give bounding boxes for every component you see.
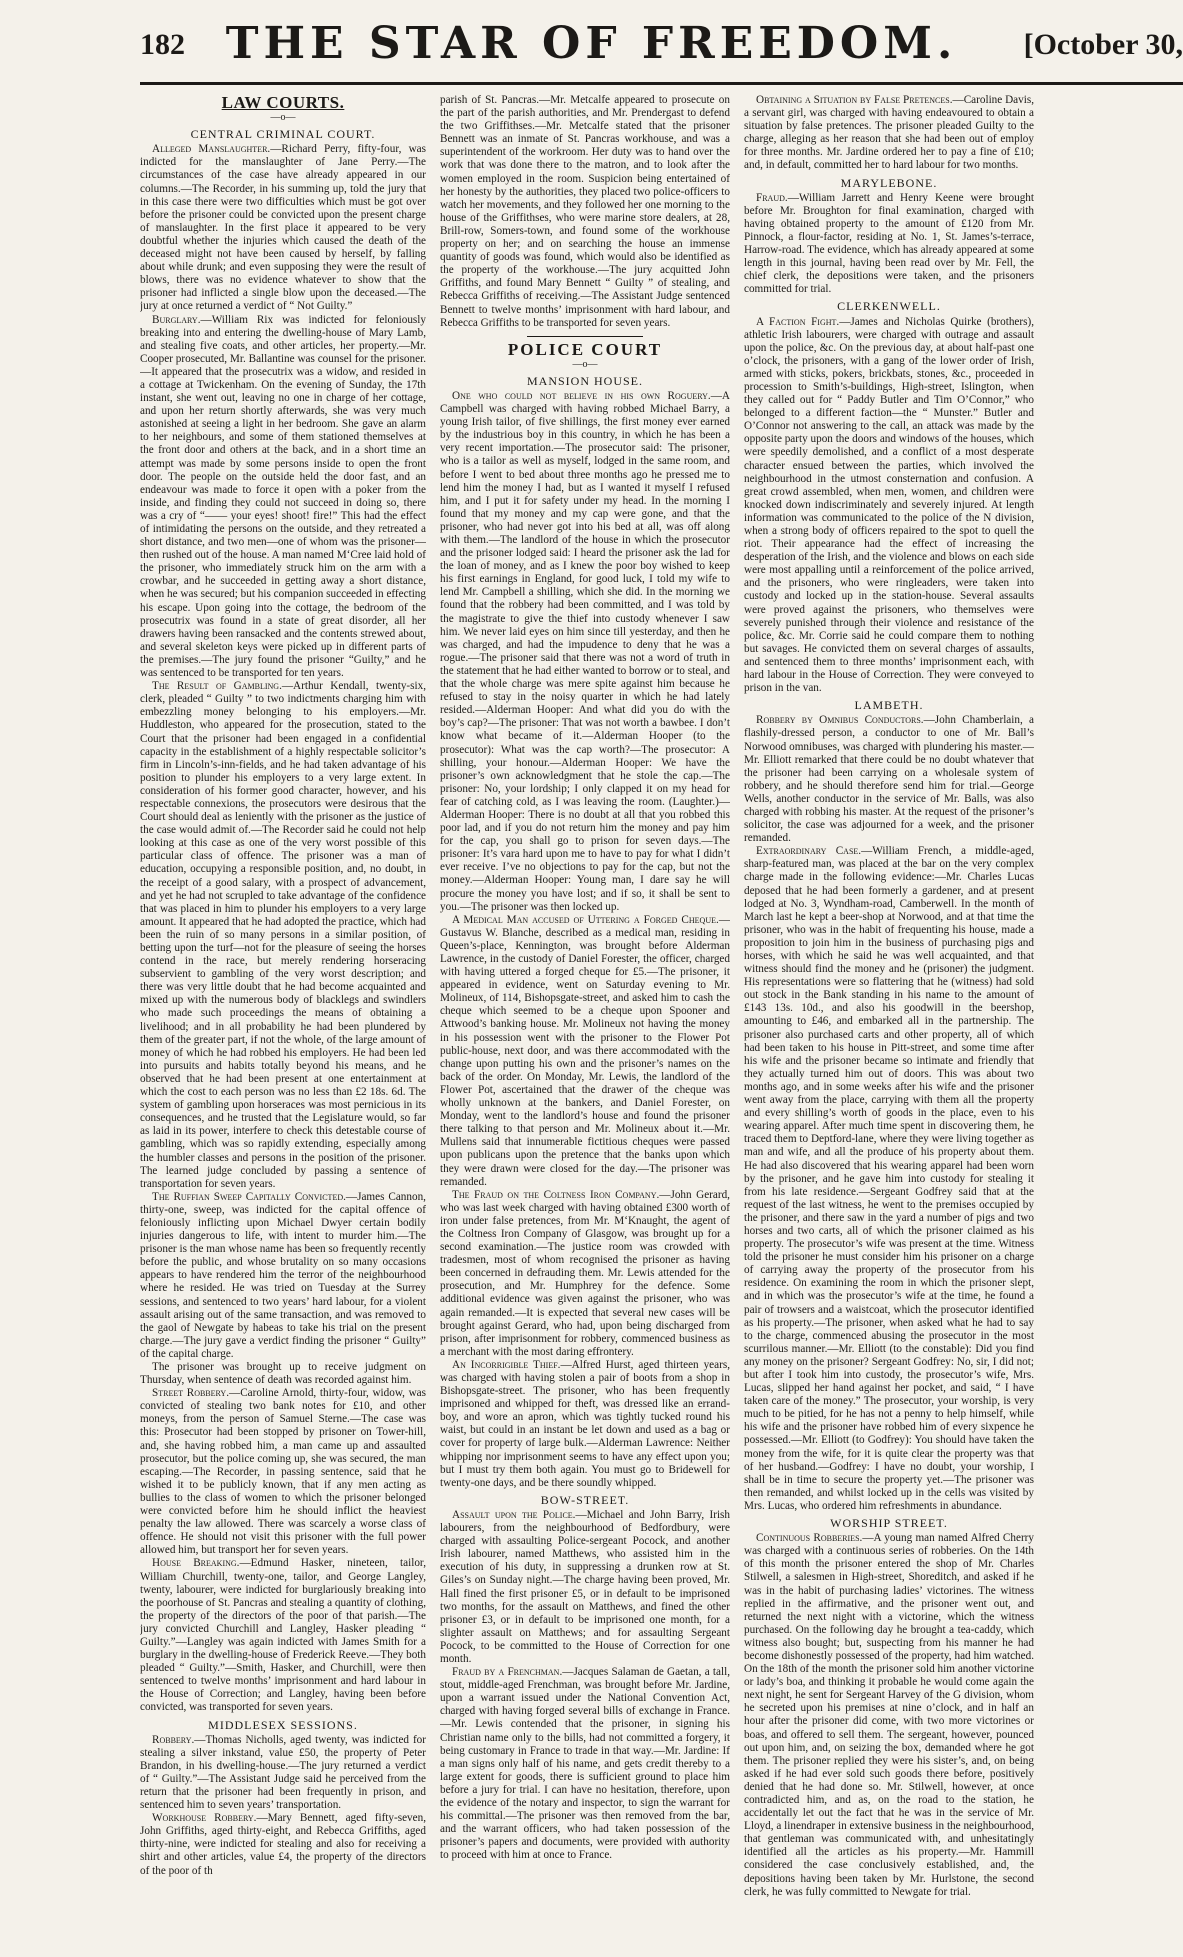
article: [744, 845, 1034, 1513]
article: [440, 914, 730, 1189]
article-body: —Mary Bennett, aged fifty-seven, John Griffiths, aged thirty-eight, and Rebecca Griffiths, aged thirty-nine, were indicted for stealing and also for receiving a shirt and other articles, value £4, the property of the directors of the poor of th: [140, 1812, 426, 1877]
ornament: —o—: [572, 358, 598, 370]
divider: [527, 336, 643, 337]
article-lede: A Faction Fight.: [756, 315, 840, 328]
article: [744, 1532, 1034, 1899]
article-body: parish of St. Pancras.—Mr. Metcalfe appeared to prosecute on the part of the parish authorities, and Mr. Prendergast to defend the two Griffithses.—Mr. Metcalfe stated that the prisoner Bennett was an inmate of St. Pancras workhouse, and was a superintendent of the workroom. Her duty was to hand over the work that was done there to the matron, and to look after the women employed in the room. Suspicion being entertained of her honesty by the authorities, they placed two police-officers to watch her movements, and they followed her one morning to the house of the Griffithses, who were marine store dealers, at 28, Brill-row, Somers-town, and found some of the workhouse property on her; and on searching the house an immense quantity of goods was found, which would also be identified as the property of the workhouse.—The jury acquitted John Griffiths, and found Mary Bennett “ Guilty ” of stealing, and Rebecca Griffiths of receiving.—The Assistant Judge sentenced Bennett to twelve months’ imprisonment with hard labour, and Rebecca Griffiths to be transported for seven years.: [440, 94, 730, 329]
subheading-central-criminal-court: CENTRAL CRIMINAL COURT.: [190, 127, 376, 142]
article: [140, 143, 426, 313]
article-body: —A young man named Alfred Cherry was charged with a continuous series of robberies. On the 14th of this month the prisoner entered the shop of Mr. Charles Stilwell, a salesmen in High-street, Shoreditch, and asked if he was in the habit of purchasing ladies’ victorines. The witness replied in the affirmative, and the prisoner went out, and returned the next night with a victorine, which the witness purchased. On the following day he brought a tea-caddy, which witness also bought; but, suspecting from his manner he had become dishonestly possessed of the property, had him watched. On the 18th of the month the prisoner sold him another victorine or lady’s boa, and thinking it probable he would come again the next night, he sent for Sergeant Harvey of the G division, whom he secreted upon his premises at nine o’clock, and in half an hour after the prisoner did come, with two more victorines or boas, and offered to sell them. The sergeant, however, pounced out upon him, and, on seizing the box, demanded where he got them. The prisoner replied they were his sister’s, and, on being asked if he had ever sold such goods there before, positively denied that he had done so. Mr. Stilwell, however, at once contradicted him, and as, on the road to the station, he accidentally let out the fact that he was in the service of Mr. Lloyd, a linendraper in extensive business in the neighbourhood, that gentleman was communicated with, and unhesitatingly identified all the articles as his property.—Mr. Hammill considered the case conclusively established, and, the depositions having been taken by Mr. Hurlstone, the second clerk, he was fully committed to Newgate for trial.: [744, 1532, 1034, 1898]
article-lede: The Result of Gambling.: [152, 680, 282, 693]
column-4-edge: [1048, 94, 1183, 1949]
article-lede: Burglary.: [152, 313, 201, 326]
article-body: —Thomas Nicholls, aged twenty, was indicted for stealing a silver inkstand, value £50, the property of Peter Brandon, in his dwelling-house.—The jury returned a verdict of “ Guilty.”—The Assistant Judge said he perceived from the return that the prisoner had been frequently in prison, and sentenced him to seven years’ transportation.: [140, 1733, 426, 1812]
ornament: —o—: [270, 112, 296, 124]
article-body: —A Campbell was charged with having robbed Michael Barry, a young Irish tailor, of five shillings, the first money ever earned by the industrious boy in this country, in which he has been a very recent importation.—The prosecutor said: The prisoner, who is a tailor as well as myself, lodged in the same room, and before I went to bed about three months ago he pressed me to lend him the money I had, but as I wanted it myself I refused him, and I put it for safety under my head. In the morning I found that my money and my cap were gone, and that the prisoner, who had never got into his bed at all, was off along with them.—The landlord of the house in which the prosecutor and the prisoner lodged said: I heard the prisoner ask the lad for the loan of money, and as I knew the poor boy wished to keep his first earnings in England, for good luck, I told my wife to lend Mr. Campbell a shilling, which she did. In the morning we found that the robbery had been committed, and I was told by the magistrate to give the thief into custody whenever I saw him. We never laid eyes on him since till yesterday, and then he was charged, and had the impudence to deny that he was a rogue.—The prisoner said that there was not a word of truth in the statement that he had either wanted to borrow or to steal, and that the whole charge was mere spite against him because he refused to stay in the noisy quarter in which he had lately resided.—Alderman Hooper: And what did you do with the boy’s cap?—The prisoner: That was not worth a bawbee. I don’t know what became of it.—Alderman Hooper (to the prosecutor): What was the cap worth?—The prosecutor: A shilling, your honour.—Alderman Hooper: We have the prisoner’s own acknowledgment that he stole the cap.—The prisoner: No, your lordship; I only clapped it on my head for fear of catching cold, as I was leaving the room. (Laughter.)—Alderman Hooper: There is no doubt at all that you robbed this poor lad, and if you do not return him the money and pay him for the cap, you shall go to prison for seven days.—The prisoner: It’s vara hard upon me to have to pay for what I didn’t ever receive. I’ve no objections to pay for the cap, but not the money.—Alderman Hooper: Young man, I dare say he will procure the money you have lost; and if so, it shall be sent to you.—The prisoner was then locked up.: [440, 389, 730, 913]
article-body: —Richard Perry, fifty-four, was indicted for the manslaughter of Jane Perry.—The circumstances of the case have already appeared in our columns.—The Recorder, in his summing up, told the jury that in this case there were two difficulties which must be got over before the prisoner could be convicted upon the present charge of manslaughter. In the first place it appeared to be very doubtful whether the injuries which caused the death of the deceased might not have been caused by herself, by falling about while drunk; and even supposing they were the result of blows, there was no evidence whatever to show that the prisoner had inflicted a single blow upon the deceased.—The jury at once returned a verdict of “ Not Guilty.”: [140, 143, 426, 313]
column-1: [140, 94, 426, 1949]
article-body: —Edmund Hasker, nineteen, tailor, William Churchill, twenty-one, tailor, and George Langley, twenty, labourer, were indicted for burglariously breaking into the poorhouse of St. Pancras and stealing a quantity of clothing, the property of the directors of the poor of that parish.—The jury convicted Churchill and Langley, Hasker pleading “ Guilty.”—Langley was again indicted with James Smith for a burglary in the dwelling-house of Frederick Reeve.—They both pleaded “ Guilty.”—Smith, Hasker, and Churchill, were then sentenced to twelve months’ imprisonment and hard labour in the House of Correction; and Langley, having been before convicted, was transported for seven years.: [140, 1557, 426, 1714]
subheading-mansion-house: MANSION HOUSE.: [526, 373, 643, 388]
article: [140, 314, 426, 681]
subheading-marylebone: MARYLEBONE.: [840, 175, 938, 190]
subheading-lambeth: LAMBETH.: [854, 698, 924, 713]
article-lede: Extraordinary Case.: [756, 845, 862, 858]
article-lede: An Incorrigible Thief.: [452, 1358, 561, 1371]
column-3: [744, 94, 1034, 1949]
article-body: —Michael and John Barry, Irish labourers, from the neighbourhood of Bedfordbury, were charged with assaulting Police-sergeant Pocock, and another Irish labourer, named Matthews, who assisted him in the execution of his duty, in suppressing a drunken row at St. Giles’s on Sunday night.—The charge having been proved, Mr. Hall fined the first prisoner £5, or in default to be imprisoned two months, for the assault on Matthews, and fined the other prisoner £3, or in default to be imprisoned one month, for a slighter assault on Matthews; and for assaulting Sergeant Pocock, to be committed to the House of Correction for one month.: [440, 1508, 730, 1665]
article-body: —Arthur Kendall, twenty-six, clerk, pleaded “ Guilty ” to two indictments charging him with embezzling money belonging to his employers.—Mr. Huddleston, who appeared for the prosecution, stated to the Court that the prisoner had been engaged in a confidential capacity in the establishment of a highly respectable solicitor’s firm in Lincoln’s-inn-fields, and he had taken advantage of his position to plunder his employers to a very large extent. In consideration of his former good character, however, and his respectable connexions, the prosecutors were desirous that the Court should deal as leniently with the prisoner as the justice of the case would admit of.—The Recorder said he could not help looking at this case as one of the very worst possible of this particular class of offence. The prisoner was a man of education, occupying a responsible position, and, no doubt, in the receipt of a good salary, with a prospect of advancement, and yet he had not scrupled to take advantage of the confidence that was placed in him to plunder his employers to a very large amount. It appeared that he had adopted the practice, which had been the ruin of so many persons in a similar position, of betting upon the turf—not for the pleasure of seeing the horses contend in the race, but merely rendering horseracing subservient to gambling of the very worst description; and there was very little doubt that he had become acquainted and mixed up with the numerous body of blacklegs and swindlers who made such proceedings the means of obtaining a livelihood; and in all probability he had been plundered by them of the greater part, if not the whole, of the large amount of money of which he had robbed his employers. He had been led into pursuits and habits totally beyond his means, and he observed that he had been present at one entertainment at which the cost to each person was no less than £2 18s. 6d. The system of gambling upon horseraces was most pernicious in its consequences, and he trusted that the Legislature would, so far as laid in its power, interfere to check this detestable course of gambling, which was so rapidly extending, especially among the humbler classes and persons in the position of the prisoner. The learned judge concluded by passing a sentence of transportation for seven years.: [140, 680, 426, 1190]
article-body: —Caroline Arnold, thirty-four, widow, was convicted of stealing two bank notes for £10, and other moneys, from the person of Samuel Sterne.—The case was this: Prosecutor had been stopped by prisoner on Tower-hill, and, she having robbed him, a man came up and assaulted prosecutor, but the police coming up, she was secured, the man escaping.—The Recorder, in passing sentence, said that he wished it to be publicly known, that if any men acting as bullies to the class of women to which the prisoner belonged were convicted before him he should inflict the heaviest penalty the law allowed. There was scarcely a worse class of offence. He should not visit this prisoner with the full power allowed him, but transport her for seven years.: [140, 1387, 426, 1557]
subheading-clerkenwell: CLERKENWELL.: [837, 299, 941, 314]
article-lede: Robbery by Omnibus Conductors.: [756, 714, 924, 727]
article: [744, 316, 1034, 696]
subheading-worship-street: WORSHIP STREET.: [830, 1516, 948, 1531]
masthead-rule: [140, 82, 1183, 85]
article: [140, 1191, 426, 1361]
subheading-middlesex-sessions: MIDDLESEX SESSIONS.: [208, 1717, 358, 1732]
column-2: [440, 94, 730, 1949]
article: [440, 1666, 730, 1862]
article: [440, 390, 730, 914]
article-body: —Alfred Hurst, aged thirteen years, was charged with having stolen a pair of boots from a shop in Bishopsgate-street. The prisoner, who has been frequently imprisoned and whipped for theft, was dressed like an errand-boy, and wore an apron, which was tightly tucked round his waist, but could in an instant be let down and used as a bag or cover for property of large bulk.—Alderman Lawrence: Neither whipping nor imprisonment seems to have any effect upon you; but I must try them both again. You must go to Bridewell for twenty-one days, and be there soundly whipped.: [440, 1358, 730, 1489]
article: [744, 714, 1034, 845]
page-number: 182: [140, 28, 185, 61]
article: [140, 1557, 426, 1714]
article-body: —James and Nicholas Quirke (brothers), athletic Irish labourers, were charged with outrage and assault upon the police, &c. On the previous day, at about half-past one o’clock, the prisoners, with a gang of the lower order of Irish, armed with sticks, pokers, brickbats, stones, &c., proceeded in procession to Smith’s-buildings, High-street, Islington, when they called out for “ Paddy Butler and Tim O’Connor,” who belonged to a different faction—the “ Munster.” Butler and O’Connor not answering to the call, an attack was made by the opposite party upon the doors and windows of the houses, which were speedily demolished, and a conflict of a most desperate character ensued between the parties, which involved the neighbourhood in the utmost consternation and confusion. A great crowd assembled, when men, women, and children were knocked down indiscriminately and severely injured. At length information was communicated to the police of the N division, when a strong body of officers repaired to the spot to quell the riot. Their appearance had the effect of increasing the desperation of the Irish, and the violence and blows on each side were most appalling until a reinforcement of the police arrived, and the prisoners, who were ringleaders, were taken into custody and locked up in the station-house. Several assaults were proved against the prisoners, who themselves were severely punished through their violence and resistance of the police, &c. Mr. Corrie said he could compare them to nothing but savages. He convicted them on several charges of assaults, and sentenced them to three months’ imprisonment each, with hard labour in the House of Correction. They were conveyed to prison in the van.: [744, 315, 1034, 695]
article-lede: House Breaking.: [152, 1557, 240, 1570]
article-lede: Street Robbery.: [152, 1387, 230, 1400]
article-body: —Jacques Salaman de Gaetan, a tall, stout, middle-aged Frenchman, was brought before Mr. Jardine, upon a warrant issued under the National Convention Act, charged with having forged several bills of exchange in France.—Mr. Lewis contended that the prisoner, in signing his Christian name only to the bills, had not committed a forgery, it being customary in France to trade in that way.—Mr. Jardine: If a man signs only half of his name, and gets credit thereby to a large extent for goods, there is sufficient ground to place him before a jury for trial. I can have no hesitation, therefore, upon the evidence of the notary and inspector, to sign the warrant for his committal.—The prisoner was then removed from the bar, and the warrant officers, who had taken possession of the prisoner’s papers and documents, were provided with authority to proceed with him at once to France.: [440, 1666, 730, 1862]
article: [140, 680, 426, 1191]
article: [440, 94, 730, 330]
article-lede: One who could not believe in his own Roguery.: [452, 389, 711, 402]
article-lede: Obtaining a Situation by False Pretences.: [756, 94, 953, 106]
article: [440, 1509, 730, 1666]
article: [140, 1812, 426, 1877]
issue-date: [October 30,: [1023, 28, 1183, 61]
article-lede: Fraud by a Frenchman.: [452, 1666, 563, 1679]
article-lede: Assault upon the Police.: [452, 1508, 576, 1521]
article-body: —John Chamberlain, a flashily-dressed person, a conductor to one of Mr. Ball’s Norwood omnibuses, was charged with plundering his master.—Mr. Elliott remarked that there could be no doubt whatever that the prisoner had been carrying on a wholesale system of robbery, and he should therefore send him for trial.—George Wells, another conductor in the service of Mr. Balls, was also charged with robbing his master. At the request of the prisoner’s solicitor, the case was adjourned for a week, and the prisoner remanded.: [744, 714, 1034, 845]
article-lede: Alleged Manslaughter.: [152, 143, 271, 156]
article: [140, 1361, 426, 1387]
article-lede: Robbery.: [152, 1733, 195, 1746]
article-lede: A Medical Man accused of Uttering a Forged Cheque.: [452, 913, 719, 926]
article: [744, 94, 1034, 173]
article-lede: Continuous Robberies.: [756, 1532, 863, 1545]
subheading-bow-street: BOW-STREET.: [540, 1492, 630, 1507]
article-body: —William Rix was indicted for feloniously breaking into and entering the dwelling-house of Mary Lamb, and stealing five coats, and other articles, her property.—Mr. Cooper prosecuted, Mr. Ballantine was counsel for the prisoner.—It appeared that the prosecutrix was a widow, and resided in a cottage at Twickenham. On the evening of Sunday, the 17th instant, she went out, leaving no one in charge of her cottage, and upon her return shortly afterwards, she was very much astonished at seeing a light in her bedroom. She gave an alarm to her neighbours, and some of them stationed themselves at the front door and others at the back, and in a short time an attempt was made by some persons inside to open the front door. The people on the outside held the door fast, and an endeavour was made to force it open with a poker from the inside, and finding they could not succeed in doing so, there was a cry of “—— your eyes! shoot! fire!” This had the effect of intimidating the persons on the outside, and they retreated a short distance, and two men—one of whom was the prisoner—then rushed out of the house. A man named M‘Cree laid hold of the prisoner, who immediately struck him on the arm with a crowbar, and he succeeded in getting away a short distance, when he was secured; but his companion succeeded in effecting his escape. Upon going into the cottage, the bedroom of the prosecutrix was found in a state of great disorder, all her drawers having been ransacked and the contents strewed about, and several skeleton keys were picked up in different parts of the premises.—The jury found the prisoner “Guilty,” and he was sentenced to be transported for ten years.: [140, 313, 426, 680]
article-lede: Workhouse Robbery.: [152, 1812, 257, 1825]
article-body: —Caroline Davis, a servant girl, was charged with having endeavoured to obtain a situation by false pretences. The prisoner pleaded Guilty to the charge, alleging as her reason that she had been out of employ for three months. Mr. Jardine ordered her to pay a fine of £10; and, in default, committed her to hard labour for two months.: [744, 94, 1034, 172]
article: [140, 1734, 426, 1813]
article: [440, 1359, 730, 1490]
article-body: —James Cannon, thirty-one, sweep, was indicted for the capital offence of feloniously inflicting upon Michael Dwyer certain bodily injuries dangerous to life, with intent to murder him.—The prisoner is the man whose name has been so frequently recently before the public, and whose brutality on so many occasions appears to have rendered him the terror of the neighbourhood where he resided. He was tried on Tuesday at the Surrey sessions, and sentenced to two years’ hard labour, for a violent assault arising out of the same transaction, and was removed to the gaol of Newgate by habeas to take his trial on the present charge.—The jury gave a verdict finding the prisoner “ Guilty” of the capital charge.: [140, 1190, 426, 1360]
article-body: —John Gerard, who was last week charged with having obtained £300 worth of iron under false pretences, from Mr. M‘Knaught, the agent of the Coltness Iron Company of Glasgow, was brought up for a second examination.—The justice room was crowded with tradesmen, most of whom recognised the prisoner as having been concerned in defrauding them. Mr. Lewis attended for the prosecution, and Mr. Humphrey for the defence. Some additional evidence was given against the prisoner, who was again remanded.—It is expected that several new cases will be brought against Gerard, who had, upon being discharged from prison, after imprisonment for robbery, commenced business as a merchant with the most daring effrontery.: [440, 1188, 730, 1358]
article: [140, 1387, 426, 1557]
masthead: [0, 0, 1183, 86]
article-lede: The Ruffian Sweep Capitally Convicted.: [152, 1190, 346, 1203]
newspaper-title: THE STAR OF FREEDOM.: [225, 18, 958, 69]
article-lede: Fraud.: [756, 191, 788, 204]
section-heading-police-court: POLICE COURT: [507, 339, 663, 359]
section-heading-law-courts: LAW COURTS.: [221, 94, 345, 112]
article: [744, 192, 1034, 297]
article: [440, 1189, 730, 1359]
article-body: —Gustavus W. Blanche, described as a medical man, residing in Queen’s-place, Kennington, was brought before Alderman Lawrence, in the custody of Daniel Forester, the officer, charged with having uttered a forged cheque for £5.—The prisoner, it appeared in evidence, went on Saturday evening to Mr. Molineux, of 114, Bishopsgate-street, and asked him to cash the cheque which seemed to be a cheque upon Spooner and Attwood’s banking house. Mr. Molineux not having the money in his possession went with the prisoner to the Flower Pot public-house, next door, and was there accommodated with the change upon putting his own and the prisoner’s names on the back of the order. On Monday, Mr. Lewis, the landlord of the Flower Pot, ascertained that the drawer of the cheque was wholly unknown at the bankers, and Daniel Forester, on Monday, went to the landlord’s house and found the prisoner there talking to that person and Mr. Molineux about it.—Mr. Mullens said that innumerable fictitious cheques were passed upon publicans upon the pretence that the banks upon which they were drawn were closed for the day.—The prisoner was remanded.: [440, 913, 730, 1188]
article-body: —William French, a middle-aged, sharp-featured man, was placed at the bar on the very complex charge made in the following evidence:—Mr. Charles Lucas deposed that he had been formerly a gardener, and at present lodged at No. 3, Wyndham-road, Camberwell. In the month of March last he kept a beer-shop at Norwood, and at that time the prisoner, who was in the habit of frequenting his house, made a proposition to join him in the business of purchasing pigs and horses, with which he said he was well acquainted, and that witness should find the money and he (prisoner) the judgment. His representations were so flattering that he (witness) had sold out stock in the Bank standing in his name to the amount of £143 13s. 10d., and also his goodwill in the beershop, amounting to £46, and embarked all in the partnership. The prisoner also purchased carts and other property, all of which had been taken to his house in Pitt-street, and some time after his wife and the prisoner became so intimate and friendly that they actually turned him out of doors. This was about two months ago, and in some weeks after his wife and the prisoner went away from the place, carrying with them all the property and every shilling’s worth of goods in the place, even to his wearing apparel. After much time spent in discovering them, he traced them to Deptford-lane, where they were living together as man and wife, and all the produce of his property about them. He had also discovered that his wearing apparel had been worn by the prisoner, and he gave him into custody for stealing it from his late residence.—Sergeant Godfrey said that at the request of the last witness, he went to the premises occupied by the prisoner, and there saw in the yard a number of pigs and two horses and two carts, all of which the prisoner claimed as his property. The prosecutor’s wife was present at the time. Witness told the prisoner he must consider him his prisoner on a charge of carrying away the property of the prosecutor from his residence. On examining the room in which the prisoner slept, and in which was the prosecutor’s wife at the time, he found a pair of trowsers and a waistcoat, which the prosecutor identified as his property.—The prisoner, when asked what he had to say to the charge, commenced abusing the prosecutor in the most scurrilous manner.—Mr. Elliott (to the constable): Did you find any money on the prisoner? Sergeant Godfrey: No, sir, I did not; but after I took him into custody, the prosecutor’s wife, Mrs. Lucas, slipped her hand against her pocket, and said, “ I have taken care of the money.” The prosecutor, your worship, is very much to be pitied, for he has not a penny to help himself, while his wife and the prisoner have robbed him of every sixpence he possessed.—Mr. Elliott (to Godfrey): You should have taken the money from the wife, for it is quite clear the property was that of her husband.—Godfrey: I have no doubt, your worship, I shall be in time to secure the property yet.—The prisoner was then remanded, and whilst locked up in the cells was visited by Mrs. Lucas, who ordered him refreshments in abundance.: [744, 845, 1034, 1512]
article-lede: The Fraud on the Coltness Iron Company.: [452, 1188, 660, 1201]
article-body: —William Jarrett and Henry Keene were brought before Mr. Broughton for final examination, charged with having obtained property to the amount of £120 from Mr. Pinnock, a flour-factor, residing at No. 1, St. James’s-terrace, Harrow-road. The evidence, which has already appeared at some length in this journal, having been read over by Mr. Fell, the chief clerk, the depositions were taken, and the prisoners committed for trial.: [744, 191, 1034, 296]
article-body: The prisoner was brought up to receive judgment on Thursday, when sentence of death was recorded against him.: [140, 1361, 426, 1387]
